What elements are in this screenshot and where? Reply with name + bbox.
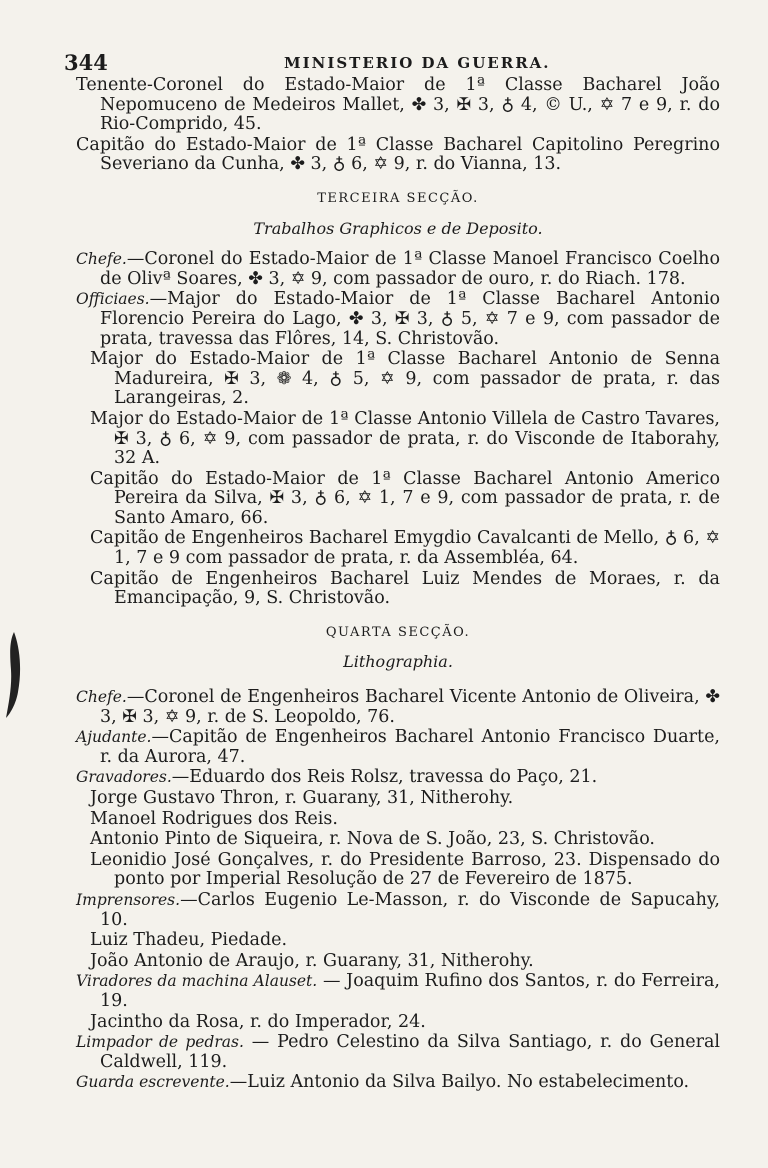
section4-entry — [76, 768, 720, 788]
section4-entry — [76, 688, 720, 727]
entry-label: Chefe. — [76, 250, 127, 269]
section3-entry — [90, 470, 720, 529]
section3-entry — [76, 290, 720, 349]
ink-stain-mark — [0, 630, 22, 720]
entry-text: Jorge Gustavo Thron, r. Guarany, 31, Nitherohy. — [90, 788, 514, 808]
section4-entry — [76, 1073, 720, 1093]
entry-label: Chefe. — [76, 688, 127, 707]
entry-text: Luiz Thadeu, Piedade. — [90, 930, 288, 951]
entry-text: Antonio Pinto de Siqueira, r. Nova de S. João, 23, S. Christovão. — [90, 829, 655, 850]
entry-text: Capitão de Engenheiros Bacharel Luiz Mendes de Moraes, r. da Emancipação, 9, S. Christovão. — [90, 568, 720, 609]
entry-text: —Capitão de Engenheiros Bacharel Antonio Francisco Duarte, r. da Aurora, 47. — [100, 727, 720, 767]
entry-text: Leonidio José Gonçalves, r. do Presidente Barroso, 23. Dispensado do ponto por Imperial Resolução de 27 de Fevereiro de 1875. — [90, 849, 720, 890]
entry-text: Jacintho da Rosa, r. do Imperador, 24. — [90, 1011, 426, 1032]
entry-text: —Coronel do Estado-Maior de 1ª Classe Manoel Francisco Coelho de Olivª Soares, ✤ 3, ✡ 9, com passador de ouro, r. do Riach. 178. — [100, 249, 720, 289]
section4-entry — [76, 972, 720, 1011]
section4-entry — [90, 851, 720, 890]
entry-label: Gravadores. — [76, 768, 172, 787]
entry-text: Major do Estado-Maior de 1ª Classe Antonio Villela de Castro Tavares, ✠ 3, ♁ 6, ✡ 9, com passador de prata, r. do Visconde de Itaborahy, 32 A. — [90, 408, 720, 469]
section3-entry — [90, 410, 720, 469]
entry-text: —Luiz Antonio da Silva Bailyo. No estabelecimento. — [229, 1072, 690, 1093]
running-head — [64, 50, 718, 76]
section3-entry — [90, 350, 720, 409]
entry-text: —Major do Estado-Maior de 1ª Classe Bacharel Antonio Florencio Pereira do Lago, ✤ 3, ✠ 3, ♁ 5, ✡ 7 e 9, com passador de prata, travessa das Flôres, 14, S. Christovão. — [100, 289, 720, 349]
entry-text: —Coronel de Engenheiros Bacharel Vicente Antonio de Oliveira, ✤ 3, ✠ 3, ✡ 9, r. de S. Leopoldo, 76. — [100, 687, 720, 727]
entry-label: Officiaes. — [76, 290, 150, 309]
entry-text: Manoel Rodrigues dos Reis. — [90, 808, 338, 829]
entry-label: Ajudante. — [76, 728, 152, 747]
section4-entry — [90, 810, 720, 830]
section4-subheading: Lithographia. — [343, 652, 453, 672]
intro-entry: Tenente-Coronel do Estado-Maior de 1ª Classe Bacharel João Nepomuceno de Medeiros Mallet, ✤ 3, ✠ 3, ♁ 4, © U., ✡ 7 e 9, r. do Rio-Comprido, 45. — [76, 75, 720, 135]
entry-label: Guarda escrevente. — [76, 1073, 230, 1092]
entry-text: — Pedro Celestino da Silva Santiago, r. do General Caldwell, 119. — [100, 1032, 720, 1072]
section3-entry — [90, 529, 720, 568]
section4-entry — [90, 931, 720, 951]
entry-text: —Eduardo dos Reis Rolsz, travessa do Paço, 21. — [171, 767, 598, 788]
page-number: 344 — [64, 50, 108, 75]
entry-text: —Carlos Eugenio Le-Masson, r. do Visconde de Sapucahy, 10. — [100, 889, 720, 930]
section4-entry — [90, 1013, 720, 1033]
entry-text: Major do Estado-Maior de 1ª Classe Bacharel Antonio de Senna Madureira, ✠ 3, ❁ 4, ♁ 5, ✡ 9, com passador de prata, r. das Larangeiras, 2. — [90, 349, 720, 409]
intro-entry: Capitão do Estado-Maior de 1ª Classe Bacharel Capitolino Peregrino Severiano da Cunha, ✤ 3, ♁ 6, ✡ 9, r. do Vianna, 13. — [76, 134, 720, 175]
section4-heading: QUARTA SECÇÃO. — [325, 624, 471, 640]
section4-entry — [76, 728, 720, 767]
section4-entry — [90, 830, 720, 850]
header-title: MINISTERIO DA GUERRA. — [284, 54, 551, 72]
section3-heading: TERCEIRA SECÇÃO. — [317, 190, 479, 206]
entry-label: Viradores da machina Alauset. — [76, 972, 318, 991]
section4-entry — [76, 1033, 720, 1072]
entry-label: Limpador de pedras. — [76, 1033, 244, 1052]
section4-entry — [90, 789, 720, 809]
body-text — [76, 76, 720, 1094]
section3-subheading: Trabalhos Graphicos e de Deposito. — [253, 218, 543, 238]
section3-entry — [76, 250, 720, 289]
entry-text: — Joaquim Rufino dos Santos, r. do Ferreira, 19. — [100, 971, 720, 1011]
entry-label: Imprensores. — [76, 890, 181, 909]
section3-entry — [90, 570, 720, 609]
entry-text: Capitão do Estado-Maior de 1ª Classe Bacharel Antonio Americo Pereira da Silva, ✠ 3, ♁ 6, ✡ 1, 7 e 9, com passador de prata, r. de Santo Amaro, 66. — [90, 468, 720, 528]
entry-text: João Antonio de Araujo, r. Guarany, 31, Nitherohy. — [90, 950, 534, 971]
section4-entry — [76, 891, 720, 930]
section4-entry — [90, 952, 720, 972]
entry-text: Capitão de Engenheiros Bacharel Emygdio Cavalcanti de Mello, ♁ 6, ✡ 1, 7 e 9 com passador de prata, r. da Assembléa, 64. — [90, 528, 720, 569]
